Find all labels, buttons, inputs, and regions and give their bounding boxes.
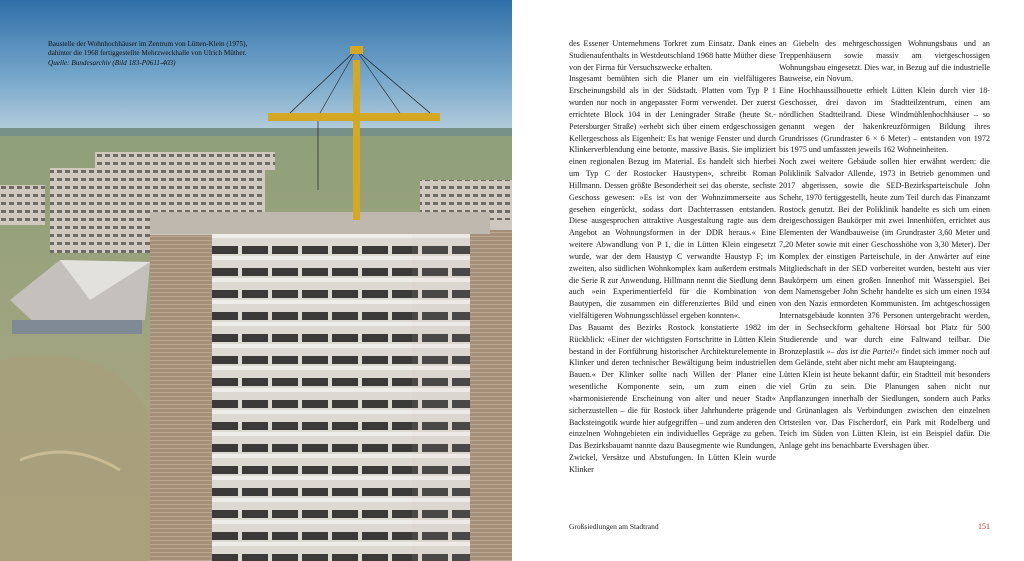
paragraph-text: findet sich immer noch auf dem Gelände, steht aber nicht mehr am Haupteingang. bbox=[779, 346, 990, 368]
artwork-title: »– das ist die Partei!« bbox=[826, 346, 900, 356]
paragraph: Eine Hochhaussilhouette erhielt Lütten Klein durch vier 18-Geschosser, drei davon im Stadtteilzentrum, einen am nördlichen Stadtteilrand. Diese Windmühlenhochhäuser – so genannt wegen der hakenkreuzförmigen Bildung ihres Grundrisses (Grundraster 6 × 6 Meter) – entstanden von 1972 bis 1975 und umfassten jeweils 162 Wohneinheiten. bbox=[779, 86, 990, 155]
paragraph: Das Bauamt des Bezirks Rostock konstatierte 1982 im Rückblick: »Einer der wichtigsten Fortschritte in Lütten Klein bestand in der Fortführung historischer Architekturelemente in Klinker und deren technischer Bewältigung beim industriellen Bauen.« Der Klinker sollte nach Willen der Planer eine wesentliche Komponente sein, um zum einen die »harmonisierende Erscheinung von alter und neuer Stadt« sicherzustellen – die für Rostock über Jahrhunderte prägende Backsteingotik wurde hier aufgegriffen – und zum anderen den einzelnen Wohngebieten ein individuelles Gepräge zu geben. Das Bezirksbauamt nannte dazu Bausegmente wie Rundungen, Zwickel, Versätze und Abstufungen. In Lütten Klein wurde Klinker bbox=[569, 322, 776, 474]
paragraph: an Giebeln des mehrgeschossigen Wohnungsbaus und an Treppenhäusern sowie massiv am viergeschossigen Wohnungsbau eingesetzt. Dies war, in Bezug auf die industrielle Bauweise, ein Novum. bbox=[779, 39, 990, 84]
photo-caption bbox=[48, 40, 278, 68]
caption-line-1: Baustelle der Wohnhochhäuser im Zentrum von Lütten-Klein (1975), bbox=[48, 40, 248, 48]
text-column-left bbox=[569, 38, 776, 476]
paragraph-text: Noch zwei weitere Gebäude sollen hier erwähnt werden: die Poliklinik Salvador Allende, 1973 in Betrieb genommen und 2017 abgerissen, sowie die SED-Bezirksparteischule John Schehr, 1970 fertiggestellt, heute zum Teil durch das Finanzamt Rostock genutzt. Bei der Poliklinik handelte es sich um einen dreigeschossigen Baukörper mit zwei Innenhöfen, errichtet aus Elementen der Wandbauweise (im Grundraster 3,60 Meter und 7,20 Meter sowie mit einer Geschosshöhe von 3,30 Meter). Der Komplex der einstigen Parteischule, in der Anwärter auf eine Mitgliedschaft in der SED vorbereitet wurden, besteht aus vier Baukörpern um einen großen Innenhof mit Wasserspiel. Bei dem Namensgeber John Schehr handelte es sich um einen 1934 von den Nazis ermordeten Kommunisten. Im achtgeschossigen Internatsgebäude konnten 376 Personen untergebracht werden, der in Sechseckform gehaltene Hörsaal bot Platz für 500 Studierende und war durch eine Faltwand teilbar. Die Bronzeplastik bbox=[779, 157, 990, 356]
running-title: Großsiedlungen am Stadtrand bbox=[569, 522, 659, 531]
paragraph: des Essener Unternehmens Torkret zum Einsatz. Dank eines Studienaufenthalts in Westdeutschland 1968 hatte Müther diese von der Firma für Versuchszwecke erhalten. bbox=[569, 39, 776, 72]
caption-credit: Quelle: Bundesarchiv (Bild 183-P0611-403) bbox=[48, 58, 176, 67]
page-number: 151 bbox=[978, 522, 990, 531]
caption-line-2: dahinter die 1968 fertiggestellte Mehrzweckhalle von Ulrich Müther. bbox=[48, 49, 247, 58]
text-column-right bbox=[779, 38, 990, 452]
paragraph: Insgesamt bemühten sich die Planer um ein vielfältigeres Erscheinungsbild als in der Südstadt. Platten vom Typ P 1 wurden nur noch in angepasster Form verwendet. Der zuerst errichtete Block 104 in der Leningrader Straße (heute St.-Petersburger Straße) »erhebt sich über einem erdgeschossigen Kellergeschoss als Eigenheit: Es hat wenige Fenster und durch Klinkerverblendung eine betonte, massive Basis. Sie impliziert einen regionalen Bezug im Material. Es handelt sich hierbei um Typ C der Rostocker Haustypen«, schreibt Roman Hillmann. Dessen größte Besonderheit sei das oberste, sechste Geschoss gewesen: »Es ist von der Wohnzimmerseite aus gesehen eingerückt, sodass dort Dachterrassen entstanden. Diese ausgesprochen attraktive Ausgestaltung ragte aus dem Angebot an Wohnungsformen in der DDR heraus.« Eine weitere Abwandlung von P 1, die in Lütten Klein eingesetzt wurde, war der dem Haustyp C verwandte Haustyp F; im zweiten, also südlichen Wohnkomplex kam außerdem erstmals die Serie R zur Anwendung. Hillmann nennt die Siedlung denn auch »ein Experimentierfeld für die Kombination von Bautypen, die zusammen ein differenziertes Bild und einen vielfältigeren Wohnungsschlüssel ergeben konnten«. bbox=[569, 74, 776, 321]
paragraph: Lütten Klein ist heute bekannt dafür, ein Stadtteil mit besonders viel Grün zu sein. Die Planungen sahen nicht nur Anpflanzungen innerhalb der Siedlungen, sondern auch Parks und Grünanlagen als Verbindungen zwischen den einzelnen Ortsteilen vor. Das Fischerdorf, ein Park mit Rodelberg und Teich im Süden von Lütten Klein, ist ein Beispiel dafür. Die Anlage geht ins benachbarte Evershagen über. bbox=[779, 370, 990, 451]
text-page bbox=[512, 0, 1024, 561]
paragraph bbox=[779, 156, 990, 369]
